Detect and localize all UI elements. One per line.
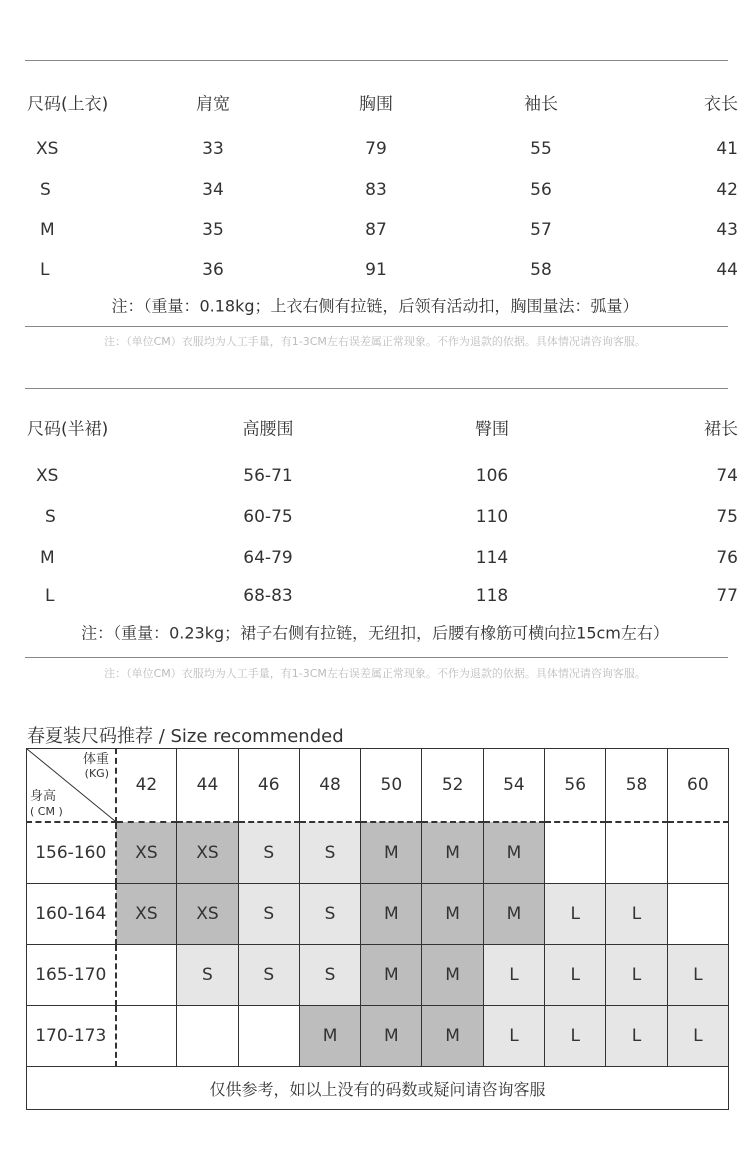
weight-unit: (KG) bbox=[84, 767, 109, 780]
table-cell: 79 bbox=[365, 139, 387, 159]
size-cell: M bbox=[361, 945, 422, 1006]
table-cell: 55 bbox=[530, 139, 552, 159]
size-label: L bbox=[40, 260, 50, 280]
size-cell: L bbox=[606, 1006, 667, 1067]
table-cell: 106 bbox=[475, 466, 509, 486]
size-cell: S bbox=[238, 822, 299, 884]
size-cell: M bbox=[422, 822, 483, 884]
height-label: 身高 bbox=[30, 789, 57, 804]
divider bbox=[25, 657, 728, 658]
table-cell: 68-83 bbox=[243, 586, 293, 606]
size-cell: L bbox=[667, 945, 728, 1006]
table-cell: 74 bbox=[716, 466, 738, 486]
height-label: 170-173 bbox=[27, 1006, 116, 1067]
size-cell: S bbox=[299, 945, 360, 1006]
size-cell: M bbox=[483, 884, 544, 945]
size-cell: XS bbox=[177, 884, 238, 945]
size-cell: L bbox=[545, 884, 606, 945]
recommend-title: 春夏装尺码推荐 / Size recommended bbox=[27, 726, 344, 747]
table-cell: 75 bbox=[716, 507, 738, 527]
size-cell: L bbox=[606, 884, 667, 945]
table-cell: 64-79 bbox=[243, 548, 293, 568]
height-label: 165-170 bbox=[27, 945, 116, 1006]
table-row bbox=[27, 945, 729, 1006]
column-header: 袖长 bbox=[524, 94, 558, 115]
size-cell: L bbox=[483, 1006, 544, 1067]
size-cell: S bbox=[238, 945, 299, 1006]
size-cell: M bbox=[299, 1006, 360, 1067]
footer-note: 仅供参考，如以上没有的码数或疑问请咨询客服 bbox=[27, 1067, 729, 1110]
size-cell bbox=[177, 1006, 238, 1067]
weight-header: 52 bbox=[422, 749, 483, 823]
height-label: 156-160 bbox=[27, 822, 116, 884]
size-cell: M bbox=[361, 884, 422, 945]
size-label: L bbox=[45, 586, 55, 606]
size-cell: S bbox=[177, 945, 238, 1006]
table-cell: 87 bbox=[365, 220, 387, 240]
footer-row bbox=[27, 1067, 729, 1110]
table-cell: 110 bbox=[475, 507, 509, 527]
size-cell: L bbox=[545, 945, 606, 1006]
size-cell: XS bbox=[116, 822, 177, 884]
corner-cell bbox=[27, 749, 116, 823]
weight-header: 48 bbox=[299, 749, 360, 823]
table-cell: 56 bbox=[530, 180, 552, 200]
height-label: 160-164 bbox=[27, 884, 116, 945]
size-cell: L bbox=[606, 945, 667, 1006]
size-cell: S bbox=[299, 822, 360, 884]
table-cell: 56-71 bbox=[243, 466, 293, 486]
size-cell: S bbox=[238, 884, 299, 945]
height-unit: ( CM ) bbox=[30, 805, 63, 818]
table-cell: 118 bbox=[475, 586, 509, 606]
header-row bbox=[27, 749, 729, 823]
size-cell bbox=[667, 884, 728, 945]
column-header: 衣长 bbox=[704, 94, 738, 115]
size-cell: S bbox=[299, 884, 360, 945]
divider bbox=[25, 388, 728, 389]
divider bbox=[25, 326, 728, 327]
weight-header: 46 bbox=[238, 749, 299, 823]
column-header: 裙长 bbox=[704, 419, 738, 440]
table-cell: 36 bbox=[202, 260, 224, 280]
top-disclaimer: 注：（单位CM）衣服均为人工手量，有1-3CM左右误差属正常现象。不作为退款的依据。具体情况请咨询客服。 bbox=[104, 335, 646, 348]
size-cell bbox=[116, 1006, 177, 1067]
table-cell: 41 bbox=[716, 139, 738, 159]
size-label: XS bbox=[36, 139, 59, 159]
top-note: 注：（重量：0.18kg；上衣右侧有拉链，后领有活动扣，胸围量法：弧量） bbox=[111, 296, 639, 316]
weight-header: 58 bbox=[606, 749, 667, 823]
size-cell bbox=[606, 822, 667, 884]
table-row bbox=[27, 822, 729, 884]
size-cell: M bbox=[361, 1006, 422, 1067]
table-cell: 33 bbox=[202, 139, 224, 159]
table-cell: 43 bbox=[716, 220, 738, 240]
column-header: 高腰围 bbox=[242, 419, 294, 440]
table-cell: 91 bbox=[365, 260, 387, 280]
table-cell: 35 bbox=[202, 220, 224, 240]
size-cell: L bbox=[483, 945, 544, 1006]
size-cell: M bbox=[422, 1006, 483, 1067]
weight-label: 体重 bbox=[82, 752, 109, 767]
size-label: S bbox=[40, 180, 51, 200]
table-cell: 42 bbox=[716, 180, 738, 200]
table-cell: 34 bbox=[202, 180, 224, 200]
size-label: XS bbox=[36, 466, 59, 486]
weight-header: 60 bbox=[667, 749, 728, 823]
table-cell: 77 bbox=[716, 586, 738, 606]
table-cell: 57 bbox=[530, 220, 552, 240]
size-label: S bbox=[45, 507, 56, 527]
size-recommend-table bbox=[26, 748, 729, 1110]
size-cell: M bbox=[422, 945, 483, 1006]
size-cell: XS bbox=[177, 822, 238, 884]
size-cell: M bbox=[422, 884, 483, 945]
weight-header: 44 bbox=[177, 749, 238, 823]
column-header: 肩宽 bbox=[196, 94, 230, 115]
table-cell: 83 bbox=[365, 180, 387, 200]
table-cell: 44 bbox=[716, 260, 738, 280]
size-cell: M bbox=[361, 822, 422, 884]
size-cell: XS bbox=[116, 884, 177, 945]
size-label: M bbox=[40, 548, 55, 568]
table-row bbox=[27, 1006, 729, 1067]
table-row bbox=[27, 884, 729, 945]
size-cell bbox=[116, 945, 177, 1006]
table-cell: 58 bbox=[530, 260, 552, 280]
size-cell bbox=[238, 1006, 299, 1067]
weight-header: 54 bbox=[483, 749, 544, 823]
table-cell: 114 bbox=[475, 548, 509, 568]
size-cell: L bbox=[545, 1006, 606, 1067]
weight-header: 50 bbox=[361, 749, 422, 823]
size-cell bbox=[545, 822, 606, 884]
skirt-note: 注：（重量：0.23kg；裙子右侧有拉链，无纽扣，后腰有橡筋可横向拉15cm左右） bbox=[81, 623, 669, 643]
weight-header: 42 bbox=[116, 749, 177, 823]
skirt-disclaimer: 注：（单位CM）衣服均为人工手量，有1-3CM左右误差属正常现象。不作为退款的依据。具体情况请咨询客服。 bbox=[104, 667, 646, 680]
size-cell bbox=[667, 822, 728, 884]
column-header: 臀围 bbox=[475, 419, 509, 440]
column-header: 尺码(半裙) bbox=[27, 419, 109, 440]
size-cell: L bbox=[667, 1006, 728, 1067]
divider bbox=[25, 60, 728, 61]
column-header: 胸围 bbox=[359, 94, 393, 115]
weight-header: 56 bbox=[545, 749, 606, 823]
table-cell: 76 bbox=[716, 548, 738, 568]
size-cell: M bbox=[483, 822, 544, 884]
column-header: 尺码(上衣) bbox=[27, 94, 109, 115]
table-cell: 60-75 bbox=[243, 507, 293, 527]
size-label: M bbox=[40, 220, 55, 240]
